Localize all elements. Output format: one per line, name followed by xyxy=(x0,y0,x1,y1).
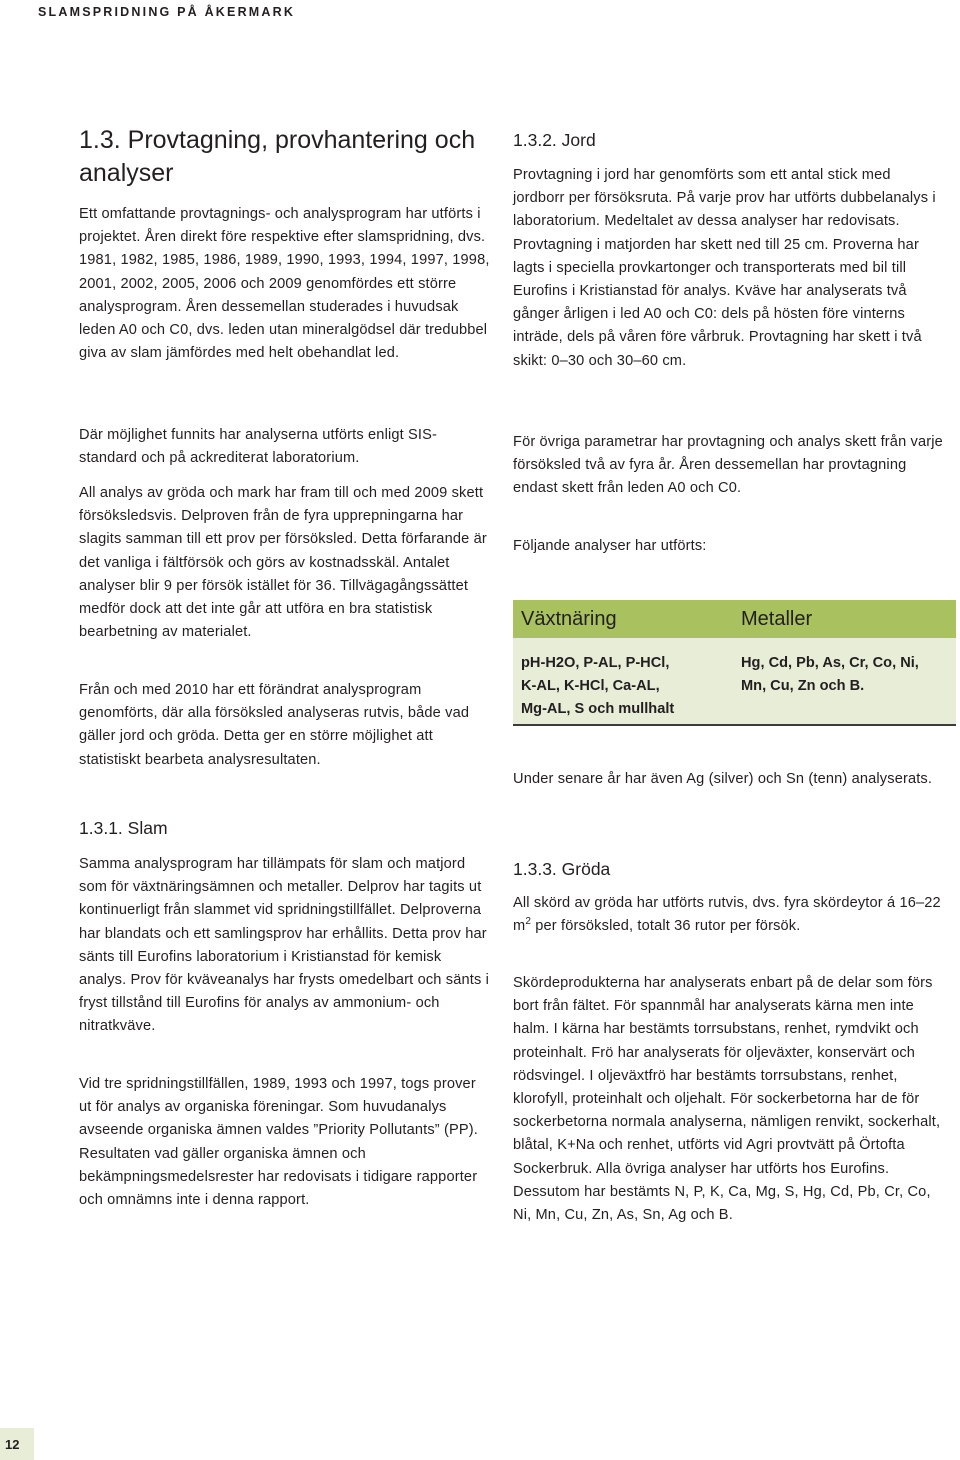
page-number: 12 xyxy=(5,1437,20,1452)
left-paragraph-5: Samma analysprogram har tillämpats för slam och matjord som för växtnäringsämnen och metaller. Delprov har tagits ut kontinuerligt från slammet vid spridningstillfället. Delproverna har blandats och ett samlingsprov har erhållits. Detta prov har sänts till Eurofins laboratorium i Kristianstad för kemisk analys. Prov för kväveanalys har frysts omedelbart och sänts i fryst tillstånd till Eurofins för analys av ammonium- och nitratkväve. xyxy=(79,856,489,1035)
left-paragraph-4: Från och med 2010 har ett förändrat analysprogram genomförts, där alla försöksled analyseras rutvis, både vad gäller jord och gröda. Detta ger en större möjlighet att statistiskt bearbeta analysresultaten. xyxy=(79,682,470,768)
right-paragraph-1: Provtagning i jord har genomförts som ett antal stick med jordborr per försöksruta. På varje prov har utförts dubbelanalys i laboratorium. Medeltalet av dessa analyser har redovisats. Provtagning i matjorden har skett ned till 25 cm. Proverna har lagts i speciella provkartonger och transporterats med bil till Eurofins i Kristianstad för analys. Kväve har analyserats två gånger årligen i led A0 och C0: dels på hösten före vinterns inträde, dels på våren före vårbruk. Provtagning har skett i två skikt: 0–30 och 30–60 cm. xyxy=(513,167,936,369)
subsection-heading-jord: 1.3.2. Jord xyxy=(513,130,596,150)
table-cell-vaxtnaring: pH-H2O, P-AL, P-HCl, K-AL, K-HCl, Ca-AL, Mg-AL, S och mullhalt xyxy=(521,655,675,718)
section-title: 1.3. Provtagning, provhantering och analyser xyxy=(79,126,476,187)
subsection-heading-groda: 1.3.3. Gröda xyxy=(513,859,611,879)
table-cell-metaller: Hg, Cd, Pb, As, Cr, Co, Ni, Mn, Cu, Zn och B. xyxy=(741,655,919,695)
left-paragraph-6: Vid tre spridningstillfällen, 1989, 1993 och 1997, togs prover ut för analys av organiska föreningar. Som huvudanalys avseende organiska ämnen valdes ”Priority Pollutants” (PP). Resultaten vad gäller organiska ämnen och bekämpningsmedelsrester har redovisats i tidigare rapporter och omnämns inte i denna rapport. xyxy=(79,1076,479,1209)
subsection-heading-slam: 1.3.1. Slam xyxy=(79,818,168,838)
page-number-box xyxy=(0,1428,34,1460)
table-header-vaxtnaring: Växtnäring xyxy=(521,608,617,630)
left-paragraph-2: Där möjlighet funnits har analyserna utförts enligt SIS-standard och på ackrediterat laboratorium. xyxy=(79,427,438,467)
left-paragraph-1: Ett omfattande provtagnings- och analysprogram har utförts i projektet. Åren direkt före respektive efter slamspridning, dvs. 1981, 1982, 1985, 1986, 1989, 1990, 1993, 1994, 1997, 1998, 2001, 2002, 2005, 2006 och 2009 genomfördes ett större analysprogram. Åren dessemellan studerades i huvudsak leden A0 och C0, dvs. leden utan mineralgödsel där tredubbel giva av slam jämfördes med helt obehandlat led. xyxy=(79,206,490,362)
running-header: SLAMSPRIDNING PÅ ÅKERMARK xyxy=(38,5,296,19)
left-paragraph-3: All analys av gröda och mark har fram till och med 2009 skett försöksledsvis. Delproven från de fyra upprepningarna har slagits samman till ett prov per försöksled. Detta förfarande är det vanliga i fältförsök och görs av kostnadsskäl. Antalet analyser blir 9 per försök istället för 36. Tillvägagångssättet medför dock att det inte går att utföra en bra statistisk bearbetning av materialet. xyxy=(79,485,487,641)
right-paragraph-6: Skördeprodukterna har analyserats enbart på de delar som förs bort från fältet. För spannmål har analyserats kärna men inte halm. I kärna har bestämts torrsubstans, renhet, rymdvikt och proteinhalt. Frö har analyserats för oljeväxter, konservärt och rödsvingel. I oljeväxtfrö har bestämts torrsubstans, renhet, klorofyll, proteinhalt och oljehalt. För sockerbetorna har de för sockerbetorna normala analyserna, nämligen renvikt, sockerhalt, blåtal, K+Na och renhet, utförts vid Agri provtvätt på Örtofta Sockerbruk. Alla övriga analyser har utförts hos Eurofins. Dessutom har bestämts N, P, K, Ca, Mg, S, Hg, Cd, Pb, Cr, Co, Ni, Mn, Cu, Zn, As, Sn, Ag och B. xyxy=(513,975,941,1224)
table-header-row xyxy=(513,600,956,638)
analysis-table xyxy=(513,600,956,726)
right-paragraph-2: För övriga parametrar har provtagning och analys skett från varje försöksled två av fyra år. Åren dessemellan har provtagning endast skett från leden A0 och C0. xyxy=(513,434,943,497)
right-paragraph-5: All skörd av gröda har utförts rutvis, dvs. fyra skördeytor á 16–22 $m^2$ per försöksled, totalt 36 rutor per försök. xyxy=(513,895,941,935)
table-header-metaller: Metaller xyxy=(741,608,813,630)
right-paragraph-3: Följande analyser har utförts: xyxy=(513,538,707,554)
right-paragraph-4: Under senare år har även Ag (silver) och Sn (tenn) analyserats. xyxy=(513,771,933,787)
